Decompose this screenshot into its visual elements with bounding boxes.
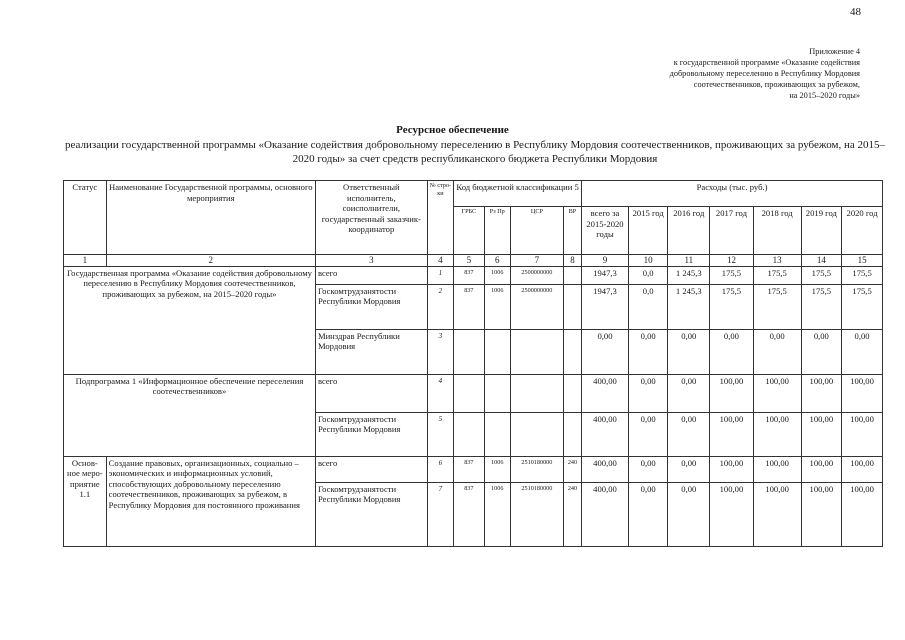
header-vr: ВР: [563, 207, 581, 255]
value-2019: 100,00: [801, 412, 842, 456]
value-2019: 0,00: [801, 329, 842, 374]
appendix-line: соотечественников, проживающих за рубежом,: [693, 80, 860, 89]
line-number: 6: [427, 456, 453, 482]
document-subtitle: реализации государственной программы «Оказание содействия добровольному переселению в Республику Мордовия соотечественников, проживающих за рубежом, на 2015–2020 годы» за счет средств республиканского бюджета Республики Мордовия: [65, 139, 885, 165]
column-number: 15: [842, 255, 883, 267]
value-2019: 175,5: [801, 266, 842, 284]
value-2020: 100,00: [842, 412, 883, 456]
value-2017: 100,00: [710, 456, 754, 482]
value-total: 400,00: [582, 374, 629, 412]
column-number: 2: [106, 255, 315, 267]
csr-cell: 2500000000: [510, 266, 563, 284]
activity-status: Основ-ное меро-приятие 1.1: [64, 456, 107, 546]
value-2015: 0,00: [628, 412, 668, 456]
column-number: 7: [510, 255, 563, 267]
grbs-cell: [454, 412, 484, 456]
header-2020: 2020 год: [842, 207, 883, 255]
column-number: 10: [628, 255, 668, 267]
column-number: 1: [64, 255, 107, 267]
value-2017: 0,00: [710, 329, 754, 374]
appendix-line: на 2015–2020 годы»: [789, 91, 860, 100]
csr-cell: 2510180000: [510, 482, 563, 546]
value-2020: 175,5: [842, 284, 883, 329]
value-total: 0,00: [582, 329, 629, 374]
table-row: [64, 374, 883, 412]
csr-cell: 2510180000: [510, 456, 563, 482]
value-2015: 0,0: [628, 284, 668, 329]
executor-cell: всего: [315, 266, 427, 284]
header-executor: Ответственный исполнитель, соисполнители, государственный заказчик-координатор: [315, 181, 427, 255]
line-number: 2: [427, 284, 453, 329]
rzpr-cell: [484, 329, 510, 374]
header-2017: 2017 год: [710, 207, 754, 255]
column-number: 12: [710, 255, 754, 267]
value-2016: 0,00: [668, 374, 710, 412]
value-2016: 0,00: [668, 482, 710, 546]
header-2019: 2019 год: [801, 207, 842, 255]
value-2017: 100,00: [710, 482, 754, 546]
header-csr: ЦСР: [510, 207, 563, 255]
column-number: 4: [427, 255, 453, 267]
subprogram-name: Подпрограмма 1 «Информационное обеспечение переселения соотечественников»: [64, 374, 316, 456]
value-2019: 100,00: [801, 374, 842, 412]
value-2019: 175,5: [801, 284, 842, 329]
activity-name: Создание правовых, организационных, социально – экономических и информационных условий, способствующих добровольному переселению соотечественников, проживающих за рубежом, в Республику Мордовия для постоянного проживания: [106, 456, 315, 546]
value-2018: 175,5: [753, 266, 801, 284]
header-line-no: № стро-ки: [427, 181, 453, 255]
rzpr-cell: 1006: [484, 482, 510, 546]
rzpr-cell: [484, 374, 510, 412]
rzpr-cell: 1006: [484, 456, 510, 482]
appendix-line: добровольному переселению в Республику Мордовия: [669, 69, 860, 78]
column-number: 11: [668, 255, 710, 267]
header-expenses: Расходы (тыс. руб.): [582, 181, 883, 207]
vr-cell: [563, 374, 581, 412]
value-2015: 0,00: [628, 329, 668, 374]
value-2020: 100,00: [842, 456, 883, 482]
value-total: 400,00: [582, 456, 629, 482]
executor-cell: Минздрав Республики Мордовия: [315, 329, 427, 374]
value-2016: 0,00: [668, 456, 710, 482]
value-total: 400,00: [582, 482, 629, 546]
value-2020: 175,5: [842, 266, 883, 284]
value-2020: 100,00: [842, 374, 883, 412]
value-2019: 100,00: [801, 482, 842, 546]
column-number: 14: [801, 255, 842, 267]
value-2015: 0,00: [628, 482, 668, 546]
page-number: 48: [850, 6, 861, 18]
column-number: 8: [563, 255, 581, 267]
line-number: 1: [427, 266, 453, 284]
line-number: 4: [427, 374, 453, 412]
table-row: [64, 456, 883, 482]
grbs-cell: 837: [454, 284, 484, 329]
executor-cell: Госкомтрудзанятости Республики Мордовия: [315, 284, 427, 329]
column-number: 6: [484, 255, 510, 267]
grbs-cell: [454, 329, 484, 374]
grbs-cell: 837: [454, 266, 484, 284]
vr-cell: 240: [563, 482, 581, 546]
header-row: [64, 181, 883, 207]
value-2015: 0,00: [628, 456, 668, 482]
header-name: Наименование Государственной программы, основного мероприятия: [106, 181, 315, 255]
header-2018: 2018 год: [753, 207, 801, 255]
value-2016: 0,00: [668, 329, 710, 374]
executor-cell: всего: [315, 374, 427, 412]
program-name: Государственная программа «Оказание содействия добровольному переселению в Республику Мордовия соотечественников, проживающих за рубежом, на 2015–2020 годы»: [64, 266, 316, 374]
appendix-line: к государственной программе «Оказание содействия: [673, 58, 860, 67]
appendix-note: [540, 46, 860, 101]
column-numbers-row: [64, 255, 883, 267]
value-2018: 100,00: [753, 412, 801, 456]
value-2017: 175,5: [710, 284, 754, 329]
value-2017: 100,00: [710, 374, 754, 412]
vr-cell: 240: [563, 456, 581, 482]
value-2015: 0,0: [628, 266, 668, 284]
rzpr-cell: 1006: [484, 266, 510, 284]
header-grbs: ГРБС: [454, 207, 484, 255]
value-2018: 100,00: [753, 456, 801, 482]
value-total: 1947,3: [582, 266, 629, 284]
value-2016: 1 245,3: [668, 266, 710, 284]
header-status: Статус: [64, 181, 107, 255]
value-2018: 0,00: [753, 329, 801, 374]
value-total: 400,00: [582, 412, 629, 456]
vr-cell: [563, 412, 581, 456]
vr-cell: [563, 329, 581, 374]
grbs-cell: 837: [454, 482, 484, 546]
csr-cell: 2500000000: [510, 284, 563, 329]
header-2015: 2015 год: [628, 207, 668, 255]
csr-cell: [510, 329, 563, 374]
csr-cell: [510, 412, 563, 456]
value-2016: 0,00: [668, 412, 710, 456]
executor-cell: Госкомтрудзанятости Республики Мордовия: [315, 412, 427, 456]
value-total: 1947,3: [582, 284, 629, 329]
appendix-line: Приложение 4: [809, 47, 860, 56]
value-2016: 1 245,3: [668, 284, 710, 329]
header-rzpr: Рз Пр: [484, 207, 510, 255]
line-number: 3: [427, 329, 453, 374]
column-number: 9: [582, 255, 629, 267]
line-number: 5: [427, 412, 453, 456]
executor-cell: Госкомтрудзанятости Республики Мордовия: [315, 482, 427, 546]
executor-cell: всего: [315, 456, 427, 482]
table-row: [64, 266, 883, 284]
value-2020: 0,00: [842, 329, 883, 374]
rzpr-cell: 1006: [484, 284, 510, 329]
column-number: 13: [753, 255, 801, 267]
value-2018: 175,5: [753, 284, 801, 329]
vr-cell: [563, 284, 581, 329]
value-2020: 100,00: [842, 482, 883, 546]
line-number: 7: [427, 482, 453, 546]
column-number: 5: [454, 255, 484, 267]
vr-cell: [563, 266, 581, 284]
header-2016: 2016 год: [668, 207, 710, 255]
grbs-cell: [454, 374, 484, 412]
value-2018: 100,00: [753, 374, 801, 412]
csr-cell: [510, 374, 563, 412]
rzpr-cell: [484, 412, 510, 456]
header-total: всего за 2015-2020 годы: [582, 207, 629, 255]
value-2018: 100,00: [753, 482, 801, 546]
value-2019: 100,00: [801, 456, 842, 482]
column-number: 3: [315, 255, 427, 267]
header-budget-code: Код бюджетной классификации 5: [454, 181, 582, 207]
value-2017: 100,00: [710, 412, 754, 456]
document-title: Ресурсное обеспечение: [396, 124, 509, 136]
value-2017: 175,5: [710, 266, 754, 284]
value-2015: 0,00: [628, 374, 668, 412]
grbs-cell: 837: [454, 456, 484, 482]
resource-table: [63, 180, 883, 547]
